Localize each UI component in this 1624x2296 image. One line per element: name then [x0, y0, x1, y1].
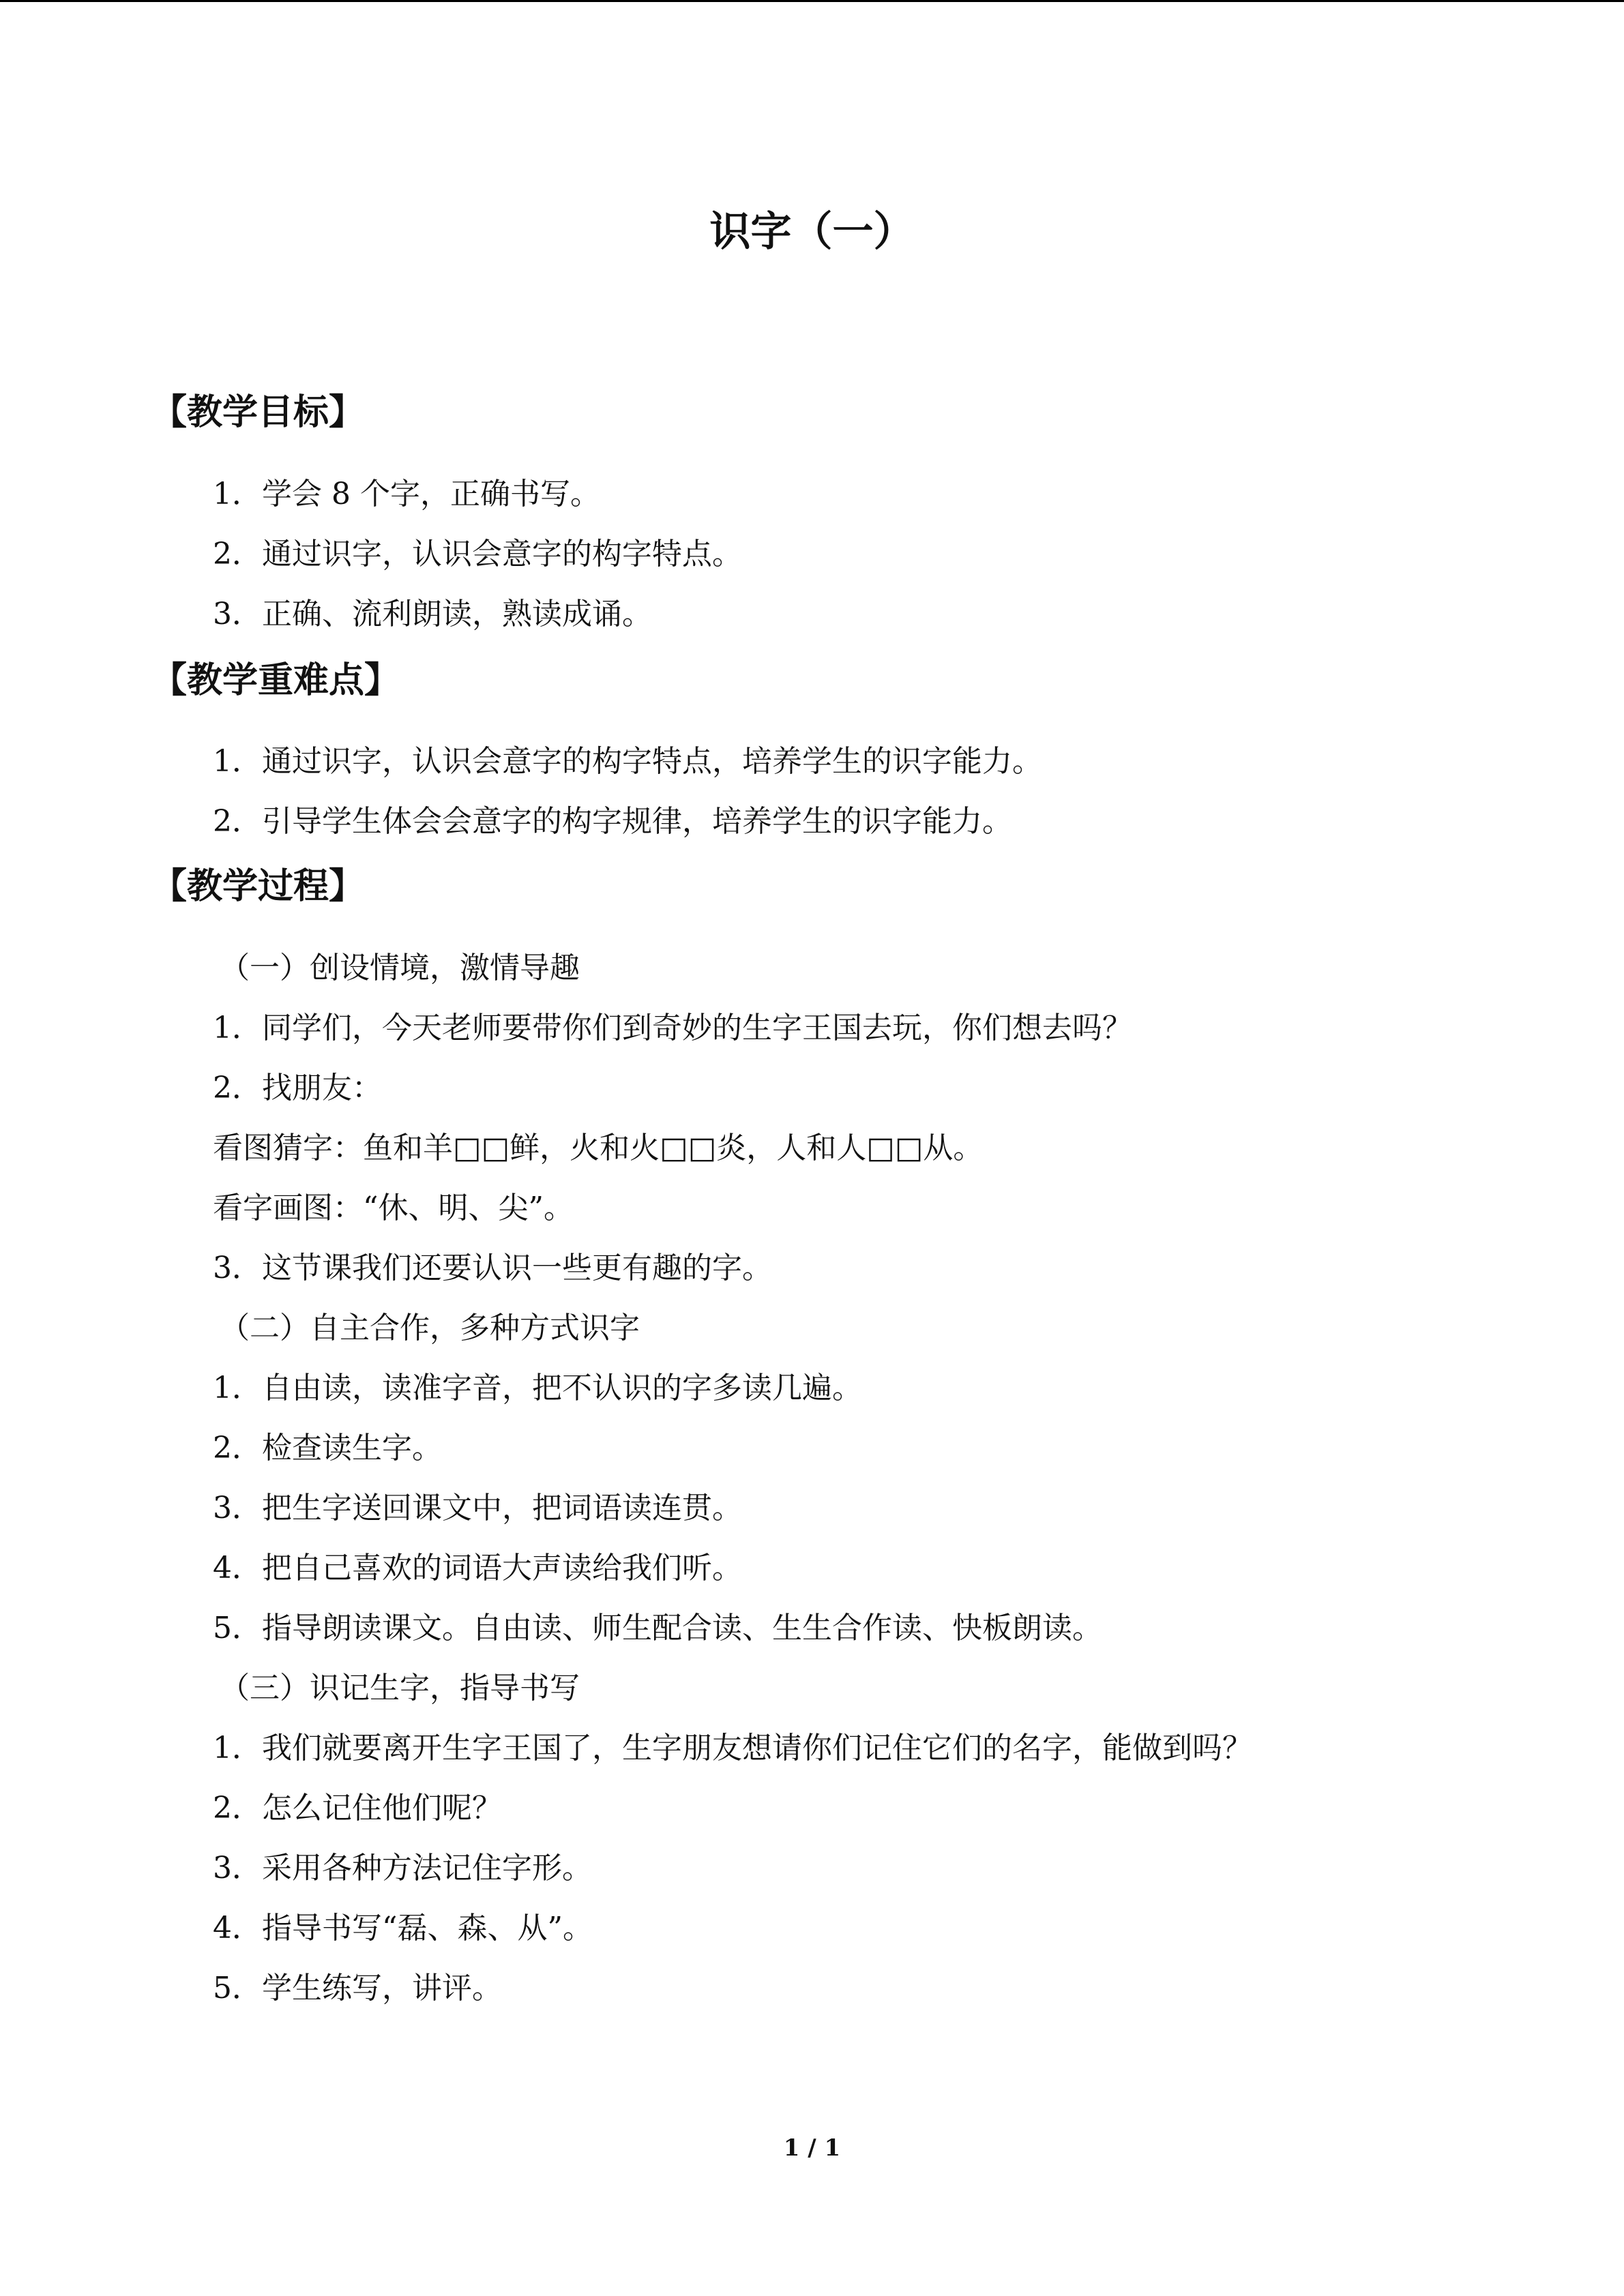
process-item: 5．学生练写，讲评。 [213, 1971, 502, 2006]
process-item: 2．检查读生字。 [213, 1431, 442, 1465]
process-item: 5．指导朗读课文。自由读、师生配合读、生生合作读、快板朗读。 [213, 1611, 1102, 1645]
process-item: 3．把生字送回课文中，把词语读连贯。 [213, 1491, 742, 1525]
objective-item: 1．学会 8 个字，正确书写。 [213, 477, 600, 511]
page-number: 1 / 1 [783, 2134, 841, 2162]
page-title: 识字（一） [709, 208, 915, 256]
process-item: 看字画图：“休、明、尖”。 [213, 1191, 574, 1225]
section-heading-process: 【教学过程】 [151, 866, 365, 907]
process-item: 1．同学们，今天老师要带你们到奇妙的生字王国去玩，你们想去吗？ [213, 1011, 1132, 1045]
process-item: 4．把自己喜欢的词语大声读给我们听。 [213, 1551, 742, 1585]
key-point-item: 1．通过识字，认识会意字的构字特点，培养学生的识字能力。 [213, 744, 1042, 779]
key-point-item: 2．引导学生体会会意字的构字规律，培养学生的识字能力。 [213, 804, 1012, 839]
process-subheading: （一）创设情境，激情导趣 [220, 951, 580, 985]
section-heading-objectives: 【教学目标】 [151, 392, 365, 433]
top-border-rule [0, 0, 1624, 2]
process-item: 3．采用各种方法记住字形。 [213, 1851, 592, 1885]
process-item: 2．怎么记住他们呢？ [213, 1791, 502, 1825]
process-item: 3．这节课我们还要认识一些更有趣的字。 [213, 1251, 772, 1285]
process-item: 2．找朋友： [213, 1071, 382, 1105]
process-item: 4．指导书写“磊、森、从”。 [213, 1911, 593, 1945]
objective-item: 2．通过识字，认识会意字的构字特点。 [213, 537, 742, 571]
process-item: 1．我们就要离开生字王国了，生字朋友想请你们记住它们的名字，能做到吗？ [213, 1731, 1252, 1765]
process-subheading: （二）自主合作，多种方式识字 [220, 1311, 640, 1345]
section-heading-key-points: 【教学重难点】 [151, 660, 400, 701]
process-item: 看图猜字：鱼和羊□□鲜，火和火□□炎，人和人□□从。 [213, 1131, 984, 1165]
objective-item: 3．正确、流利朗读，熟读成诵。 [213, 597, 652, 631]
process-subheading: （三）识记生字，指导书写 [220, 1671, 580, 1705]
process-item: 1．自由读，读准字音，把不认识的字多读几遍。 [213, 1371, 862, 1405]
